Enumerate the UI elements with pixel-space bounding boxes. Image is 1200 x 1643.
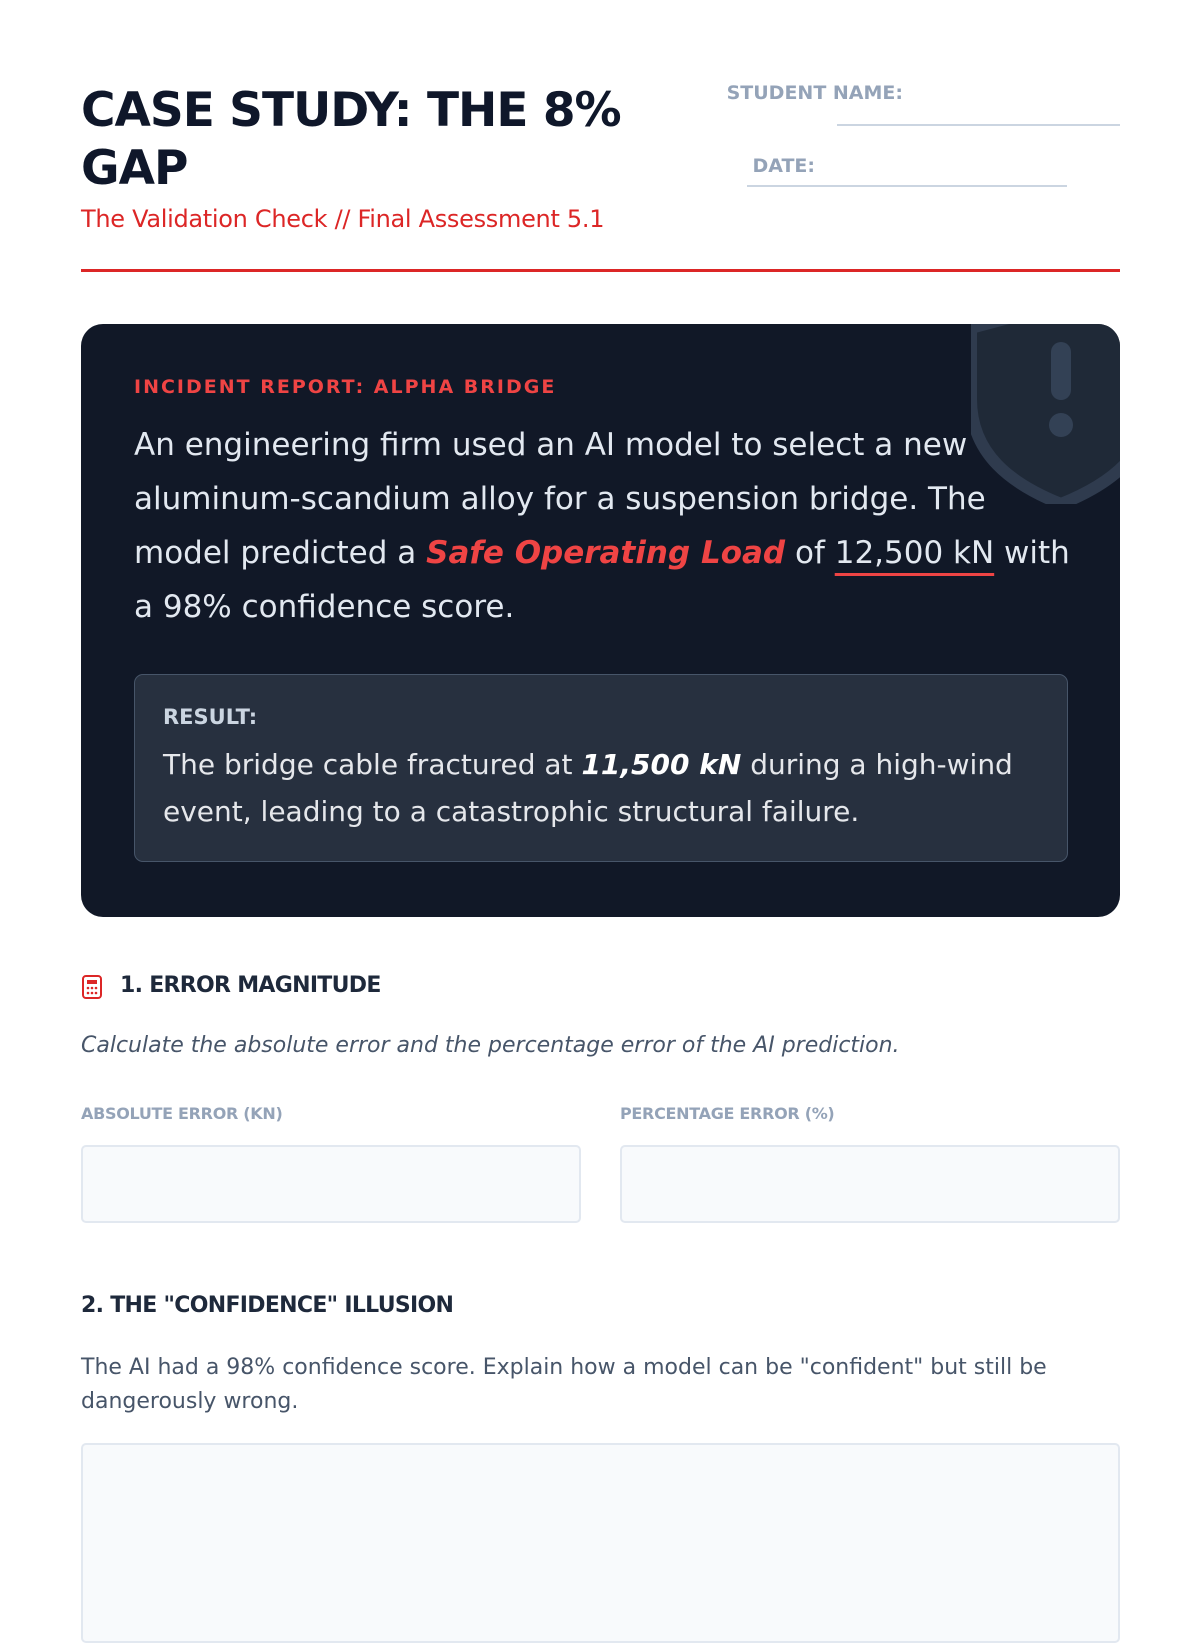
- percentage-error-input[interactable]: [620, 1145, 1120, 1223]
- calculator-icon: [81, 975, 103, 999]
- worksheet-header: [81, 0, 1120, 272]
- section-confidence-illusion-heading: 2. THE "CONFIDENCE" ILLUSION: [81, 1293, 454, 1318]
- absolute-error-input[interactable]: [81, 1145, 581, 1223]
- fracture-load-value: 11,500 kN: [581, 748, 742, 781]
- result-description: [163, 741, 1043, 835]
- incident-report-label: INCIDENT REPORT: ALPHA BRIDGE: [134, 376, 557, 398]
- page-subtitle: The Validation Check // Final Assessment 5.1: [81, 205, 605, 233]
- page-title: CASE STUDY: THE 8% GAP: [81, 83, 621, 196]
- result-label: RESULT:: [163, 705, 258, 729]
- safe-operating-load-term: Safe Operating Load: [426, 535, 786, 571]
- date-field[interactable]: [747, 185, 1067, 187]
- incident-text-part3: with a 98% confidence score.: [134, 535, 1070, 625]
- student-name-field[interactable]: [837, 124, 1120, 126]
- result-text-part2: during a high-wind event, leading to a catastrophic structural failure.: [163, 748, 1013, 828]
- confidence-illusion-answer[interactable]: [81, 1443, 1120, 1643]
- incident-text-part2: of: [785, 535, 835, 571]
- absolute-error-label: ABSOLUTE ERROR (KN): [81, 1104, 283, 1123]
- predicted-load-value: 12,500 kN: [834, 535, 995, 571]
- section-confidence-illusion-description: The AI had a 98% confidence score. Explain how a model can be "confident" but still be dangerously wrong.: [81, 1355, 1047, 1414]
- result-text-part1: The bridge cable fractured at: [163, 748, 582, 781]
- worksheet-page: [81, 0, 1120, 272]
- student-name-label: STUDENT NAME:: [726, 82, 903, 104]
- incident-description: [134, 418, 1074, 634]
- percentage-error-label: PERCENTAGE ERROR (%): [620, 1104, 835, 1123]
- section-error-magnitude-description: Calculate the absolute error and the percentage error of the AI prediction.: [81, 1033, 900, 1058]
- section-error-magnitude-heading: 1. ERROR MAGNITUDE: [120, 973, 381, 998]
- incident-text-part1: An engineering firm used an AI model to select a new aluminum-scandium alloy for a suspension bridge. The model predicted a: [134, 427, 986, 571]
- date-label: DATE:: [752, 155, 815, 177]
